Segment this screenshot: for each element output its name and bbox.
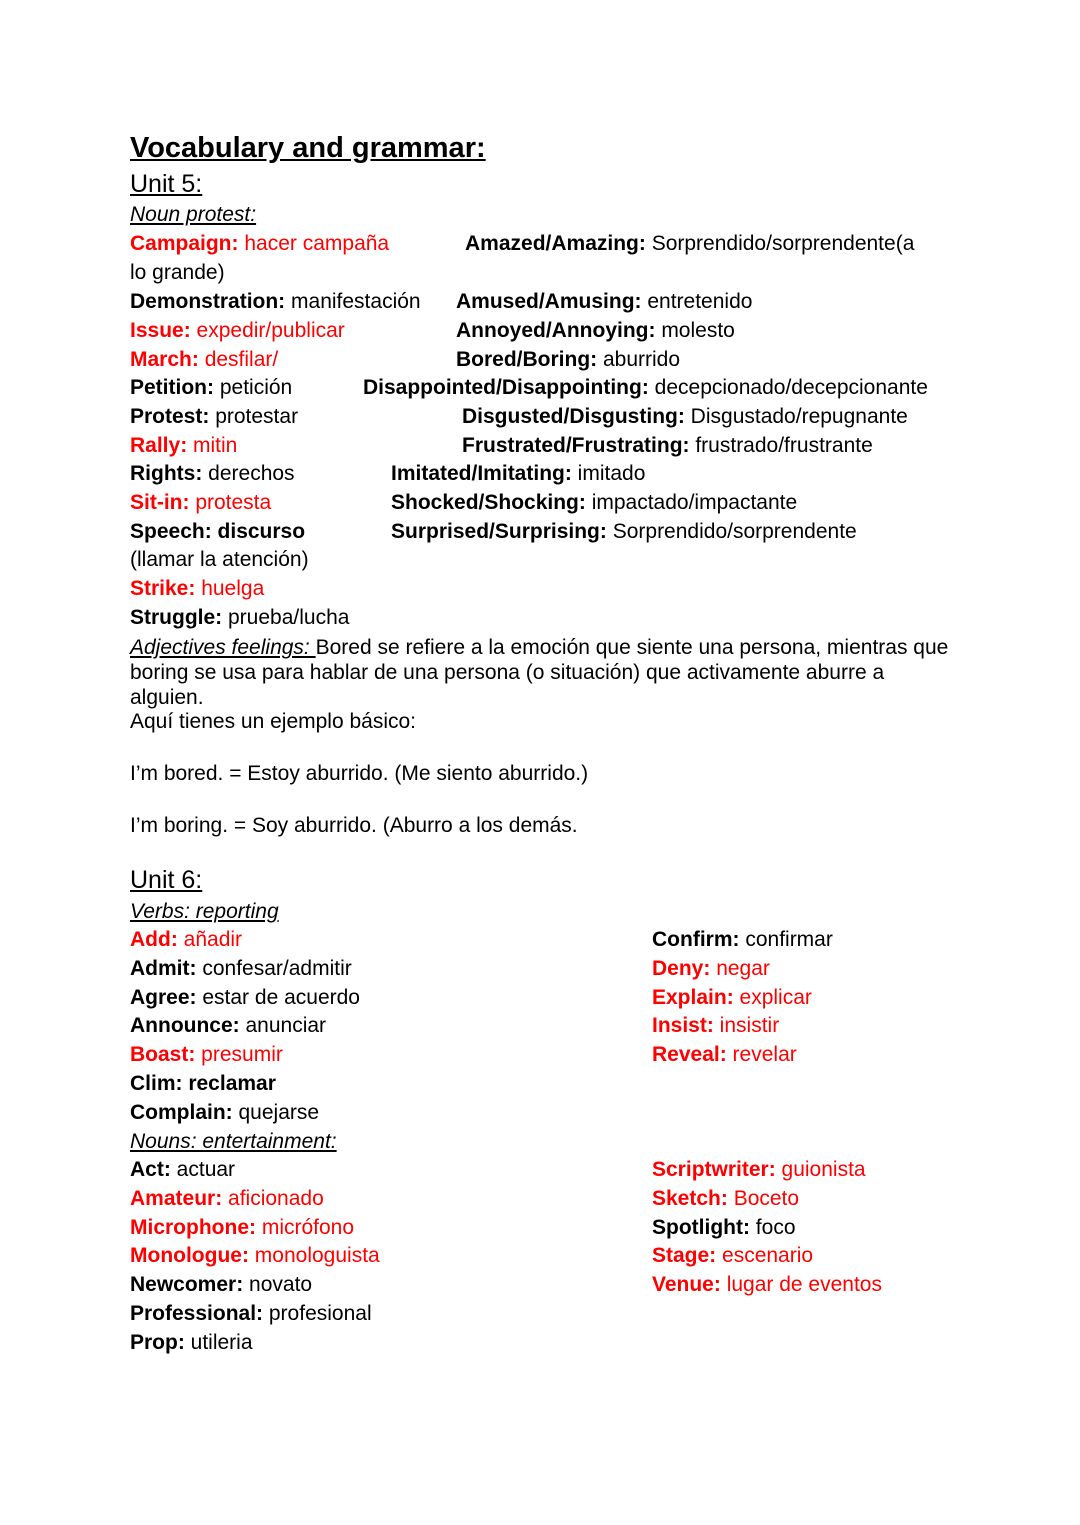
vocab-entry (130, 1099, 319, 1127)
entry-def: revelar (726, 1043, 797, 1067)
entry-def: confesar/admitir (196, 956, 352, 980)
vocab-entry (130, 1271, 312, 1299)
entry-term: Campaign: (130, 232, 239, 255)
vocab-entry (652, 1012, 779, 1040)
entry-term: Strike: (130, 577, 196, 600)
entry-shocked (391, 489, 797, 517)
entry-term: Explain: (652, 985, 734, 1009)
entry-term: Venue: (652, 1273, 721, 1297)
entry-def: micrófono (256, 1215, 355, 1239)
entry-term: Admit: (130, 956, 197, 980)
entry-term: Boast: (130, 1043, 196, 1067)
entry-def: aburrido (597, 348, 681, 371)
entry-def: protestar (209, 405, 299, 428)
entry-term: Amused/Amusing: (456, 290, 642, 313)
entry-def: derechos (202, 462, 295, 485)
entry-bored (456, 346, 680, 374)
vocab-entry (652, 926, 833, 954)
entry-term: Surprised/Surprising: (391, 520, 607, 543)
entry-def: molesto (655, 319, 735, 342)
entry-def: utileria (184, 1330, 253, 1354)
entry-term: Annoyed/Annoying: (456, 319, 656, 342)
entry-def: añadir (177, 928, 243, 951)
entry-rights (130, 460, 295, 488)
entry-term: Amateur: (130, 1186, 223, 1210)
vocab-entry (130, 1041, 283, 1069)
entry-rally (130, 432, 237, 460)
entry-def: desfilar/ (198, 348, 279, 371)
entry-term: Stage: (652, 1244, 717, 1268)
vocab-entry (130, 955, 352, 983)
entry-def: protesta (189, 491, 272, 514)
vocab-entry (130, 1185, 324, 1213)
entry-def: lugar de eventos (720, 1273, 882, 1297)
unit6-verbs-label: Verbs: reporting (130, 900, 279, 923)
entry-term: Prop: (130, 1330, 185, 1354)
entry-def: insistir (713, 1014, 780, 1038)
entry-term: Reveal: (652, 1043, 727, 1067)
entry-def: manifestación (285, 290, 421, 313)
vocab-entry (130, 1070, 276, 1098)
entry-term: Complain: (130, 1100, 233, 1124)
vocab-entry (130, 1300, 372, 1328)
entry-term: Struggle: (130, 606, 223, 629)
entry-amazed-continued: lo grande) (130, 261, 225, 284)
vocab-entry (652, 1041, 797, 1069)
vocab-entry (130, 1156, 235, 1184)
entry-def: novato (243, 1273, 313, 1297)
entry-term: Disgusted/Disgusting: (462, 405, 685, 428)
vocab-entry (652, 1156, 866, 1184)
entry-campaign (130, 230, 389, 258)
entry-term: Professional: (130, 1302, 264, 1325)
unit5-section-label: Noun protest: (130, 203, 257, 226)
unit6-nouns-label: Nouns: entertainment: (130, 1130, 337, 1153)
entry-def: estar de acuerdo (196, 985, 360, 1009)
entry-def: quejarse (232, 1100, 320, 1124)
entry-def: hacer campaña (238, 232, 390, 255)
entry-def: confirmar (739, 928, 833, 951)
unit6-title: Unit 6: (130, 866, 203, 894)
entry-term: Announce: (130, 1014, 240, 1038)
entry-term: Disappointed/Disappointing: (363, 376, 649, 399)
entry-def: frustrado/frustrante (689, 434, 873, 457)
entry-amazed (465, 230, 914, 258)
example-bored: I’m bored. = Estoy aburrido. (Me siento aburrido.) (130, 762, 589, 785)
entry-term: Newcomer: (130, 1273, 244, 1297)
entry-def: entretenido (641, 290, 753, 313)
vocab-entry (652, 1185, 799, 1213)
entry-term: Sit-in: (130, 491, 190, 514)
entry-def: impactado/impactante (585, 491, 798, 514)
entry-sitin (130, 489, 271, 517)
entry-def: monologuista (248, 1244, 380, 1268)
vocab-entry (130, 1329, 253, 1357)
vocab-entry (130, 1012, 326, 1040)
entry-def: decepcionado/decepcionante (648, 376, 928, 399)
entry-term: Frustrated/Frustrating: (462, 434, 690, 457)
entry-issue (130, 317, 345, 345)
adjectives-text: Bored se refiere a la emoción que siente una persona, mientras que boring se usa para hablar de una persona (o situación) que activamente aburre a alguien. (130, 636, 949, 709)
entry-def: aficionado (222, 1186, 324, 1210)
entry-def: negar (710, 956, 770, 980)
entry-term: Bored/Boring: (456, 348, 598, 371)
entry-march (130, 346, 278, 374)
vocab-entry (652, 1214, 796, 1242)
entry-disappointed (363, 374, 928, 402)
adjectives-paragraph (130, 635, 950, 710)
entry-def: escenario (716, 1244, 814, 1268)
vocab-entry (130, 1214, 354, 1242)
entry-term: Monologue: (130, 1244, 249, 1268)
entry-def: huelga (195, 577, 265, 600)
entry-def: imitado (571, 462, 646, 485)
vocab-entry (130, 1242, 380, 1270)
vocab-entry (652, 955, 770, 983)
vocab-entry (652, 1242, 813, 1270)
entry-term: Agree: (130, 985, 197, 1009)
adjectives-label: Adjectives feelings: (130, 636, 316, 659)
entry-frustrated (462, 432, 873, 460)
vocab-entry (130, 926, 242, 954)
entry-term: Rally: (130, 434, 188, 457)
entry-term: Issue: (130, 319, 191, 342)
entry-def: foco (749, 1215, 796, 1239)
entry-def: Disgustado/repugnante (684, 405, 908, 428)
entry-petition (130, 374, 292, 402)
vocab-entry (130, 984, 360, 1012)
entry-def: expedir/publicar (190, 319, 345, 342)
entry-def: Sorprendido/sorprendente(a (645, 232, 915, 255)
entry-speech-continued: (llamar la atención) (130, 548, 309, 571)
entry-term: Protest: (130, 405, 210, 428)
entry-def: mitin (187, 434, 238, 457)
entry-amused (456, 288, 752, 316)
entry-term: Add: (130, 928, 178, 951)
entry-def: actuar (170, 1158, 236, 1181)
entry-term: Petition: (130, 376, 214, 399)
entry-annoyed (456, 317, 735, 345)
entry-term: Confirm: (652, 928, 740, 951)
entry-def: presumir (195, 1043, 283, 1067)
entry-term: Clim: reclamar (130, 1072, 276, 1095)
entry-surprised (391, 518, 857, 546)
vocab-entry (652, 1271, 882, 1299)
entry-term: Scriptwriter: (652, 1158, 776, 1181)
entry-term: Spotlight: (652, 1215, 750, 1239)
unit5-title: Unit 5: (130, 170, 203, 198)
entry-term: March: (130, 348, 199, 371)
entry-def: petición (214, 376, 293, 399)
entry-term: Shocked/Shocking: (391, 491, 586, 514)
entry-def: prueba/lucha (222, 606, 350, 629)
entry-term: Imitated/Imitating: (391, 462, 572, 485)
entry-term: Rights: (130, 462, 203, 485)
entry-speech (130, 518, 305, 546)
entry-def: guionista (775, 1158, 866, 1181)
entry-term: Microphone: (130, 1215, 256, 1239)
example-intro: Aquí tienes un ejemplo básico: (130, 710, 417, 733)
entry-def: explicar (733, 985, 812, 1009)
entry-def: Boceto (727, 1186, 800, 1210)
entry-term: Act: (130, 1158, 171, 1181)
vocab-entry (652, 984, 812, 1012)
entry-term: Demonstration: (130, 290, 286, 313)
entry-def: anunciar (239, 1014, 327, 1038)
entry-def: Sorprendido/sorprendente (606, 520, 857, 543)
entry-term: Insist: (652, 1014, 714, 1038)
example-boring: I’m boring. = Soy aburrido. (Aburro a los demás. (130, 814, 578, 837)
entry-strike (130, 575, 264, 603)
entry-term: Deny: (652, 956, 711, 980)
entry-term: Sketch: (652, 1186, 728, 1210)
entry-demonstration (130, 288, 421, 316)
entry-term: Speech: discurso (130, 520, 306, 543)
entry-struggle (130, 604, 349, 632)
entry-imitated (391, 460, 645, 488)
entry-disgusted (462, 403, 908, 431)
entry-def: profesional (263, 1302, 372, 1325)
entry-protest (130, 403, 298, 431)
entry-term: Amazed/Amazing: (465, 232, 646, 255)
page-title: Vocabulary and grammar: (130, 132, 486, 164)
